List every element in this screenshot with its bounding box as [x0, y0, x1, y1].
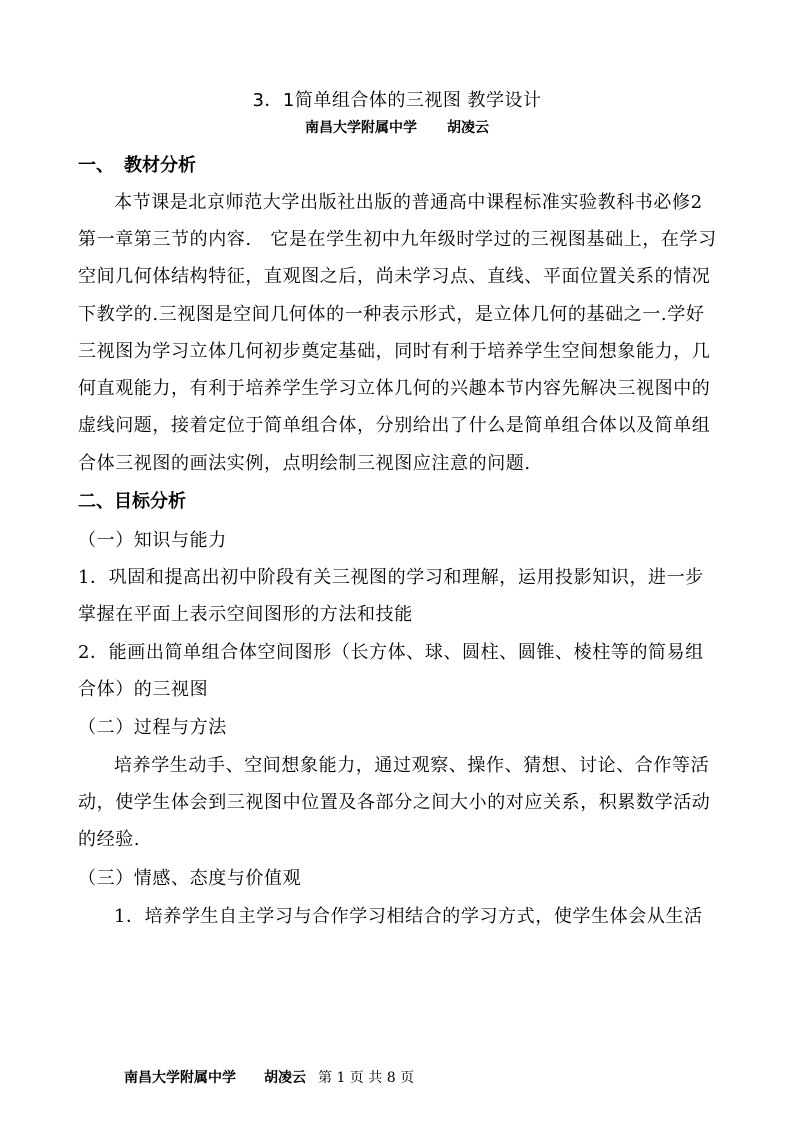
paragraph-line: 虚线问题，接着定位于简单组合体，分别给出了什么是简单组合体以及简单组: [78, 415, 711, 436]
footer-school: 南昌大学附属中学: [124, 1070, 236, 1086]
section-number: 一、: [78, 155, 114, 176]
paragraph-line: 1．培养学生自主学习与合作学习相结合的学习方式，使学生体会从生活: [114, 906, 703, 927]
paragraph-line: 动，使学生体会到三视图中位置及各部分之间大小的对应关系，积累数学活动: [78, 792, 711, 813]
paragraph-line: 培养学生动手、空间想象能力，通过观察、操作、猜想、讨论、合作等活: [114, 755, 710, 776]
document-title: 3．1简单组合体的三视图 教学设计: [252, 90, 542, 111]
paragraph-line: 空间几何体结构特征，直观图之后，尚未学习点、直线、平面位置关系的情况: [78, 266, 711, 287]
paragraph-line: 合体三视图的画法实例，点明绘制三视图应注意的问题.: [78, 453, 531, 474]
paragraph-line: 的经验.: [78, 829, 141, 850]
section-heading-2: 二、目标分析: [78, 491, 186, 512]
paragraph-line: 下教学的.三视图是空间几何体的一种表示形式，是立体几何的基础之一.学好: [78, 304, 705, 325]
paragraph-line: 何直观能力，有利于培养学生学习立体几何的兴趣本节内容先解决三视图中的: [78, 378, 711, 399]
section-heading-1: [78, 151, 196, 177]
page-footer: [124, 1067, 414, 1087]
footer-author: 胡凌云: [264, 1070, 306, 1086]
subsection-heading-2: （二）过程与方法: [78, 717, 227, 738]
subsection-heading-3: （三）情感、态度与价值观: [78, 868, 302, 889]
paragraph-line: 三视图为学习立体几何初步奠定基础，同时有利于培养学生空间想象能力，几: [78, 341, 711, 362]
list-item-line: 2．能画出简单组合体空间图形（长方体、球、圆柱、圆锥、棱柱等的简易组: [78, 642, 704, 663]
list-item-line: 1．巩固和提高出初中阶段有关三视图的学习和理解，运用投影知识，进一步: [78, 567, 704, 588]
section-title: 教材分析: [124, 155, 196, 176]
paragraph-line: 本节课是北京师范大学出版社出版的普通高中课程标准实验教科书必修2: [114, 192, 703, 213]
paragraph-line: 第一章第三节的内容. 它是在学生初中九年级时学过的三视图基础上，在学习: [78, 229, 717, 250]
list-item-line: 掌握在平面上表示空间图形的方法和技能: [78, 604, 413, 625]
subsection-heading-1: （一）知识与能力: [78, 530, 227, 551]
author-name: 胡凌云: [447, 120, 489, 136]
footer-page-number: 第 1 页 共 8 页: [318, 1070, 415, 1086]
list-item-line: 合体）的三视图: [78, 679, 209, 700]
school-name: 南昌大学附属中学: [305, 120, 417, 136]
author-line: [0, 117, 794, 137]
